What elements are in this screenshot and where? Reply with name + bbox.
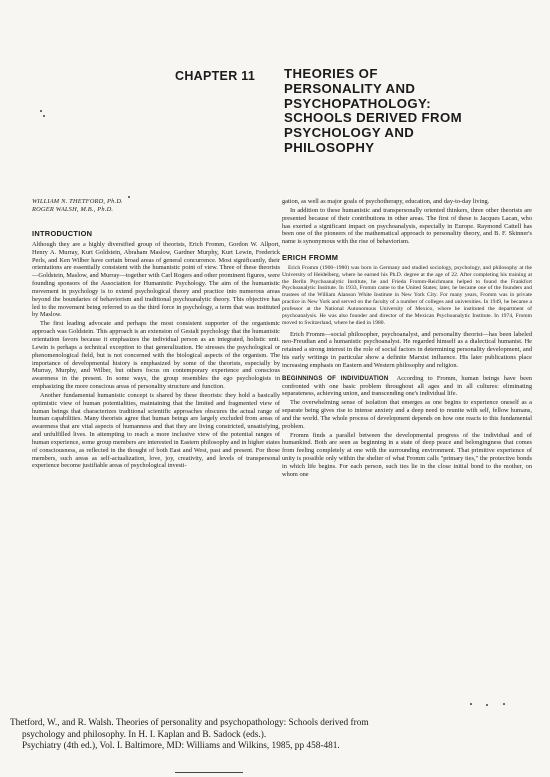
scan-speck: [486, 704, 488, 706]
citation-line: Thetford, W., and R. Walsh. Theories of personality and psychopathology: Schools derived from: [10, 718, 369, 728]
chapter-title-line: PHILOSOPHY: [284, 139, 375, 155]
chapter-label: CHAPTER 11: [175, 69, 256, 83]
chapter-title-line: PSYCHOPATHOLOGY:: [284, 95, 432, 111]
body-paragraph: Another fundamental humanistic concept is shared by these theorists: they hold a basically optimistic view of human potentialities, maintaining that the limited and fragmented view of human beings that characterizes traditional scientific approaches obscures the actual range of human capabilities. Many theorists agree that human beings are largely excluded from areas of awareness that are vital aspects of humanness and that they are living constricted, unsatisfying, and unfulfilled lives. In attempting to reach a more inclusive view of the potential ranges of human experience, some group members are interested in Eastern philosophy and in higher states of consciousness, as reflected in the thought of both East and West, past and present. For those members, such areas as self-actualization, love, joy, creativity, and levels of transpersonal experience become justifiable areas of psychological investi-: [32, 391, 280, 470]
citation-line: psychology and philosophy. In H. I. Kaplan and B. Sadock (eds.).: [22, 729, 267, 740]
scan-speck: [503, 703, 505, 705]
chapter-title-line: THEORIES OF: [284, 66, 378, 81]
scan-speck: [43, 115, 45, 117]
footer-rule: [175, 772, 243, 773]
fromm-heading: ERICH FROMM: [282, 253, 339, 263]
body-paragraph: In addition to these humanistic and transpersonally oriented thinkers, three other theorists are presented because of their contributions in other areas. The first of these is Jacques Lacan, who has exerted a significant impact on psychoanalysis, especially in Europe. Raymond Cattell has been one of the pioneers of the mathematical approach to personality theory, and B. F. Skinner's name is synonymous with the rise of behaviorism.: [282, 206, 532, 246]
body-paragraph: gation, as well as major goals of psychotherapy, education, and day-to-day living.: [282, 198, 490, 205]
chapter-title-line: PSYCHOLOGY AND: [284, 125, 415, 141]
chapter-title-line: PERSONALITY AND: [284, 80, 416, 96]
body-paragraph: The overwhelming sense of isolation that emerges as one begins to experience oneself as a separate being gives rise to intense anxiety and a deep need to reunite with self, fellow humans, and the world. The whole process of development depends on how one reacts to this fundamental problem.: [282, 399, 532, 430]
body-paragraph: Fromm finds a parallel between the developmental progress of the individual and of humankind. Both are seen as beginning in a state of deep peace and belongingness that comes from feeling completely at one with the surrounding environment. That primitive experience of unity is possible only within the shelter of what Fromm calls "primary ties," the protective bonds in which life begins. For each person, such ties lie in the close initial bond to the mother, on whom one: [282, 431, 532, 478]
fromm-bio: [282, 265, 532, 327]
body-paragraph: Although they are a highly diversified group of theorists, Erich Fromm, Gordon W. Allport, Henry A. Murray, Kurt Goldstein, Abraham Maslow, Gardner Murphy, Kurt Lewin, Frederick Perls, and Ken Wilber have certain broad areas of general concurrence. Most significantly, their orientations are essentially consistent with the humanistic point of view. Three of these theorists—Goldstein, Maslow, and Murray—together with Carl Rogers and other prominent figures, were founding sponsors of the Association for Humanistic Psychology. The aim of the humanistic movement in psychology is to extend psychological theory and practice into numerous areas beyond the boundaries of behaviorism and traditional psychoanalytic theory. This objective has led to the movement being referred to as the third force in psychology, a term that was instituted by Maslow.: [32, 240, 280, 319]
scan-speck: [128, 196, 130, 198]
author-list: [32, 198, 280, 214]
chapter-title-line: SCHOOLS DERIVED FROM: [284, 110, 462, 126]
citation: [10, 718, 540, 753]
citation-line: Psychiatry (4th ed.), Vol. I. Baltimore, MD: Williams and Wilkins, 1985, pp 458-481.: [22, 741, 340, 752]
body-paragraph: Erich Fromm—social philosopher, psychoanalyst, and personality theorist—has been labeled neo-Freudian and a humanistic psychoanalyst. He regarded himself as a dialectical humanist. He retained a strong interest in the role of social factors in determining personality development, and his early writings in particular show a definite Marxist influence. His later publications place increasing emphasis on Eastern and Western philosophy and religion.: [282, 330, 532, 369]
individuation-subheading: BEGINNINGS OF INDIVIDUATION: [282, 374, 389, 382]
individuation-lead: According to Fromm, human beings have been confronted with one basic problem throughout all ages and in all cultures: eliminating separateness, achieving union, and transcending one's individual life.: [282, 374, 532, 398]
individuation-paragraph: [282, 375, 532, 399]
introduction-heading: INTRODUCTION: [32, 229, 93, 238]
left-column: [32, 198, 280, 471]
author: ROGER WALSH, M.B., Ph.D.: [32, 206, 114, 213]
right-column: [282, 198, 532, 480]
scan-speck: [40, 110, 42, 112]
scan-speck: [470, 703, 472, 705]
author: WILLIAM N. THETFORD, Ph.D.: [32, 198, 123, 205]
body-paragraph: The first leading advocate and perhaps the most consistent supporter of the organismic approach was Goldstein. This approach is an extension of Gestalt psychology that the humanistic orientation favors because it emphasizes the individual person as an integrated, holistic unit. Lewin is perhaps a technical exception to that generalization. He stresses the psychological or phenomenological field, but is not concerned with the biological aspects of the organism. The importance of developmental history is emphasized by some of the theorists, especially by Murray, Murphy, and Wilber, but others focus on contemporary experience and conscious awareness in the present. In some ways, the group resembles the ego psychologists in emphasizing the more conscious areas of personality structure and function.: [32, 320, 280, 391]
bio-paragraph: Erich Fromm (1900–1980) was born in Germany and studied sociology, psychology, and philosophy at the University of Heidelberg, where he earned his Ph.D. degree at the age of 22. After completing his training at the Berlin Psychoanalytic Institute, he and Frieda Fromm-Reichmann helped to found the Frankfort Psychoanalytic Institute. In 1933, Fromm came to the United States; later, he became one of the founders and trustees of the William Alanson White Institute in New York City. For many years, Fromm was in private practice in New York and served on the faculty of a number of colleges and universities. In 1949, he became a professor at the National Autonomous University of Mexico, where he instituted the department of psychoanalysis. He was also founder and director of the Mexican Psychoanalytic Institute. In 1974, Fromm moved to Switzerland, where he died in 1980.: [282, 264, 532, 326]
chapter-title: [284, 67, 546, 156]
